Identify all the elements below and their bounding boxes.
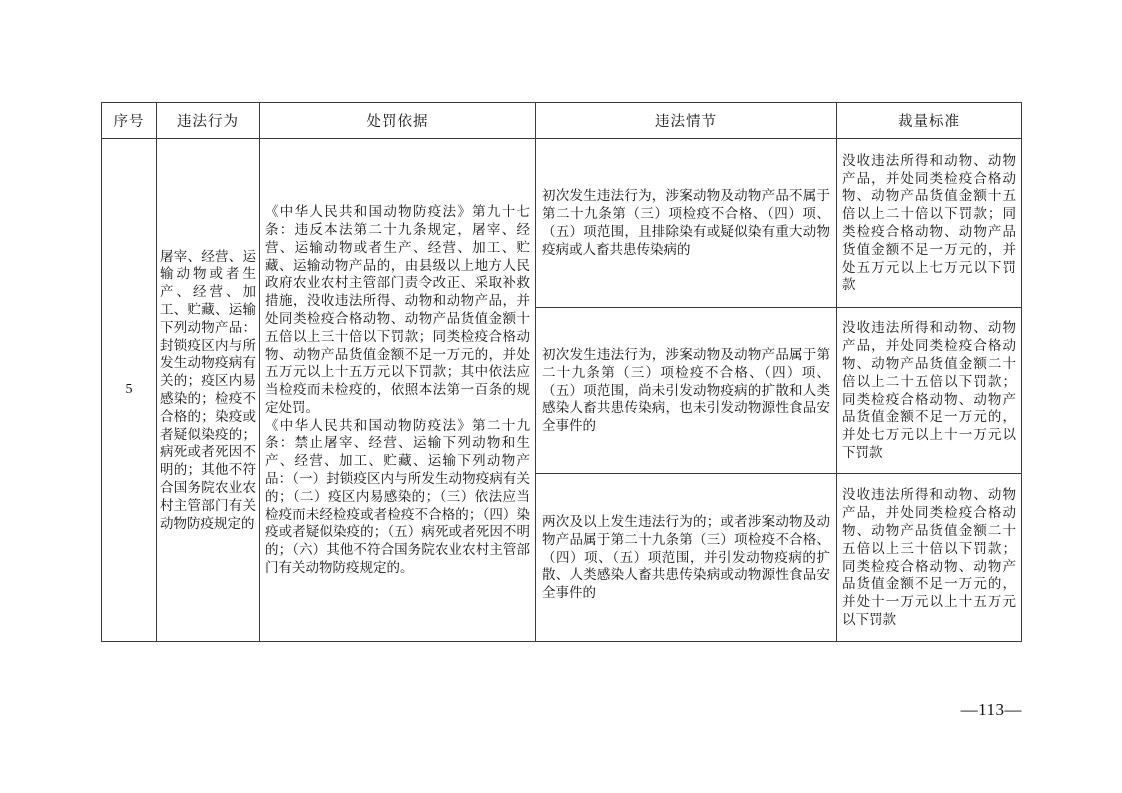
header-illegal-behavior: 违法行为 — [157, 103, 260, 139]
circumstance-text-1: 初次发生违法行为，涉案动物及动物产品不属于第二十九条第（三）项检疫不合格、（四）项、（五）项范围，且排除染有或疑似染有重大动物疫病或人畜共患传染病的 — [542, 188, 830, 257]
circumstance-text-3: 两次及以上发生违法行为的；或者涉案动物及动物产品属于第二十九条第（三）项检疫不合格、（四）项、（五）项范围，并引发动物疫病的扩散、人类感染人畜共患传染病或动物源性食品安全事件的 — [542, 514, 830, 601]
penalty-table — [101, 102, 1022, 642]
circumstance-cell-3 — [536, 474, 837, 642]
circumstance-cell-1 — [536, 139, 837, 308]
header-illegal-circumstance: 违法情节 — [536, 103, 837, 139]
circumstance-text-2: 初次发生违法行为，涉案动物及动物产品属于第二十九条第（三）项检疫不合格、（四）项、（五）项范围，尚未引发动物疫病的扩散和人类感染人畜共患传染病，也未引发动物源性食品安全事件的 — [542, 347, 830, 434]
standard-text-1: 没收违法所得和动物、动物产品，并处同类检疫合格动物、动物产品货值金额十五倍以上二十倍以下罚款；同类检疫合格动物、动物产品货值金额不足一万元的，并处五万元以上七万元以下罚款 — [842, 152, 1016, 293]
standard-cell-1 — [837, 139, 1022, 308]
penalty-basis-cell — [260, 139, 536, 642]
page-number: —113— — [960, 700, 1022, 719]
header-discretion-standard: 裁量标准 — [837, 103, 1022, 139]
standard-text-2: 没收违法所得和动物、动物产品，并处同类检疫合格动物、动物产品货值金额二十倍以上二十五倍以下罚款；同类检疫合格动物、动物产品货值金额不足一万元的，并处七万元以上十一万元以下罚款 — [842, 320, 1016, 460]
table-header-row — [102, 103, 1022, 139]
illegal-behavior-text: 屠宰、经营、运输动物或者生产、经营、加工、贮藏、运输下列动物产品：封锁疫区内与所发生动物疫病有关的；疫区内易感染的；检疫不合格的；染疫或者疑似染疫的；病死或者死因不明的；其他不符合国务院农业农村主管部门有关动物防疫规定的 — [160, 248, 256, 531]
standard-text-3: 没收违法所得和动物、动物产品，并处同类检疫合格动物、动物产品货值金额二十五倍以上三十倍以下罚款；同类检疫合格动物、动物产品货值金额不足一万元的，并处十一万元以上十五万元以下罚款 — [842, 487, 1016, 627]
standard-cell-3 — [837, 474, 1022, 642]
serial-number-cell: 5 — [102, 139, 157, 642]
header-penalty-basis: 处罚依据 — [260, 103, 536, 139]
penalty-basis-paragraph-2: 《中华人民共和国动物防疫法》第二十九条：禁止屠宰、经营、运输下列动物和生产、经营、加工、贮藏、运输下列动物产品：（一）封锁疫区内与所发生动物疫病有关的；（二）疫区内易感染的；（三）依法应当检疫而未经检疫或者检疫不合格的；（四）染疫或者疑似染疫的；（五）病死或者死因不明的；（六）其他不符合国务院农业农村主管部门有关动物防疫规定的。 — [265, 417, 530, 576]
standard-cell-2 — [837, 308, 1022, 474]
circumstance-cell-2 — [536, 308, 837, 474]
illegal-behavior-cell — [157, 139, 260, 642]
table-row — [102, 139, 1022, 308]
header-serial-number: 序号 — [102, 103, 157, 139]
penalty-basis-paragraph-1: 《中华人民共和国动物防疫法》第九十七条：违反本法第二十九条规定，屠宰、经营、运输动物或者生产、经营、加工、贮藏、运输动物产品的，由县级以上地方人民政府农业农村主管部门责令改正、采取补救措施，没收违法所得、动物和动物产品，并处同类检疫合格动物、动物产品货值金额十五倍以上三十倍以下罚款；同类检疫合格动物、动物产品货值金额不足一万元的，并处五万元以上十五万元以下罚款；其中依法应当检疫而未检疫的，依照本法第一百条的规定处罚。 — [265, 204, 530, 415]
